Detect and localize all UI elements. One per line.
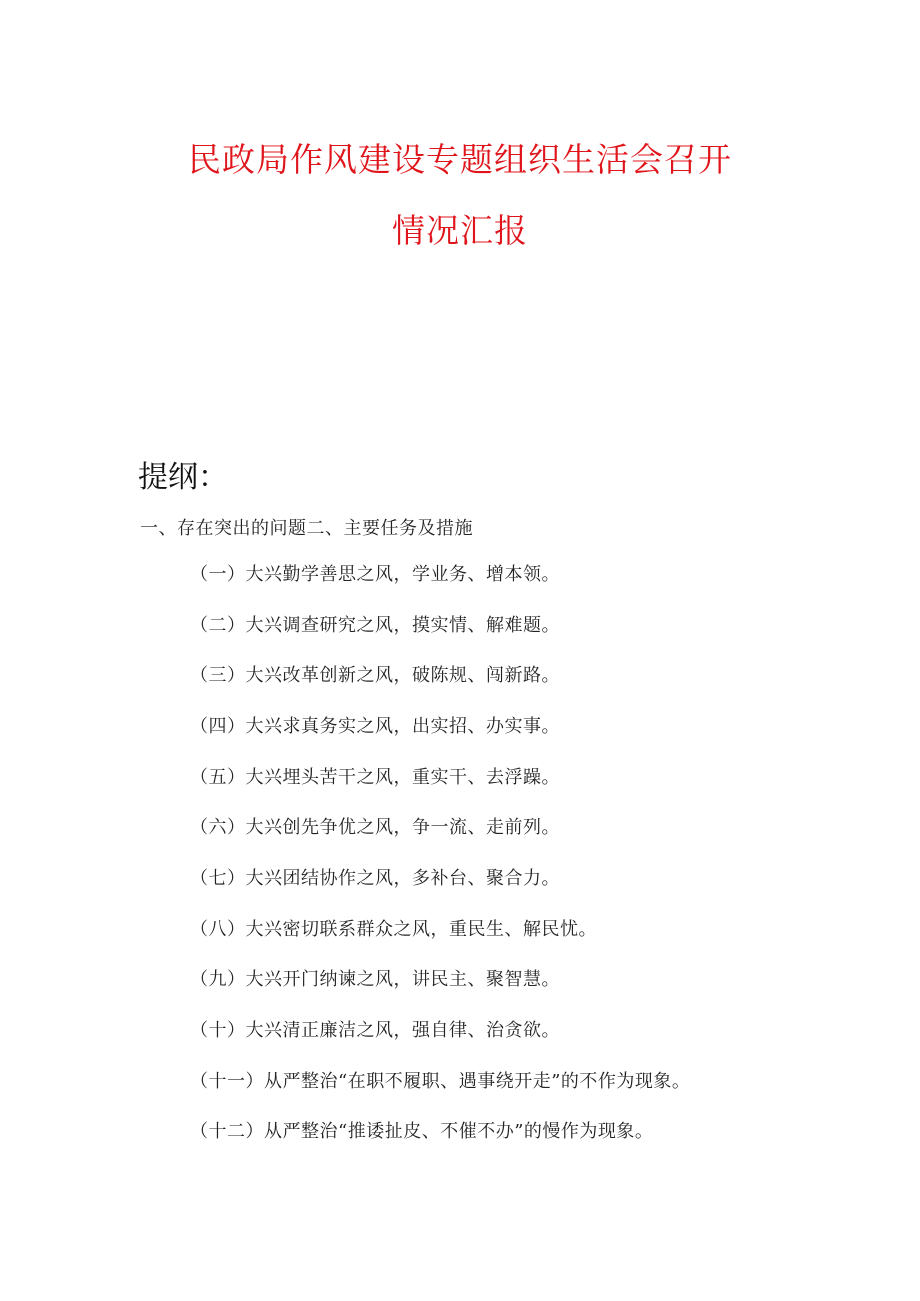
list-item: （二）大兴调查研究之风，摸实情、解难题。 [190, 615, 560, 636]
list-item: （三）大兴改革创新之风，破陈规、闯新路。 [190, 665, 560, 686]
document-title-line-1: 民政局作风建设专题组织生活会召开 [188, 140, 732, 179]
list-item: （六）大兴创先争优之风，争一流、走前列。 [190, 817, 560, 838]
list-item: （四）大兴求真务实之风，出实招、办实事。 [190, 716, 560, 737]
list-item: （七）大兴团结协作之风，多补台、聚合力。 [190, 868, 560, 889]
outline-heading: 提纲： [138, 460, 228, 495]
list-item: （一）大兴勤学善思之风，学业务、增本领。 [190, 564, 560, 585]
list-item: （九）大兴开门纳谏之风，讲民主、聚智慧。 [190, 969, 560, 990]
list-item: （十）大兴清正廉洁之风，强自律、治贪欲。 [190, 1020, 560, 1041]
list-item: （十二）从严整治“推诿扯皮、不催不办”的慢作为现象。 [190, 1121, 654, 1142]
list-item: （十一）从严整治“在职不履职、遇事绕开走”的不作为现象。 [190, 1071, 691, 1092]
list-item: （五）大兴埋头苦干之风，重实干、去浮躁。 [190, 767, 560, 788]
document-title-line-2: 情况汇报 [392, 211, 528, 250]
list-item: （八）大兴密切联系群众之风，重民生、解民忧。 [190, 919, 597, 940]
section-heading-line: 一、存在突出的问题二、主要任务及措施 [140, 518, 473, 539]
